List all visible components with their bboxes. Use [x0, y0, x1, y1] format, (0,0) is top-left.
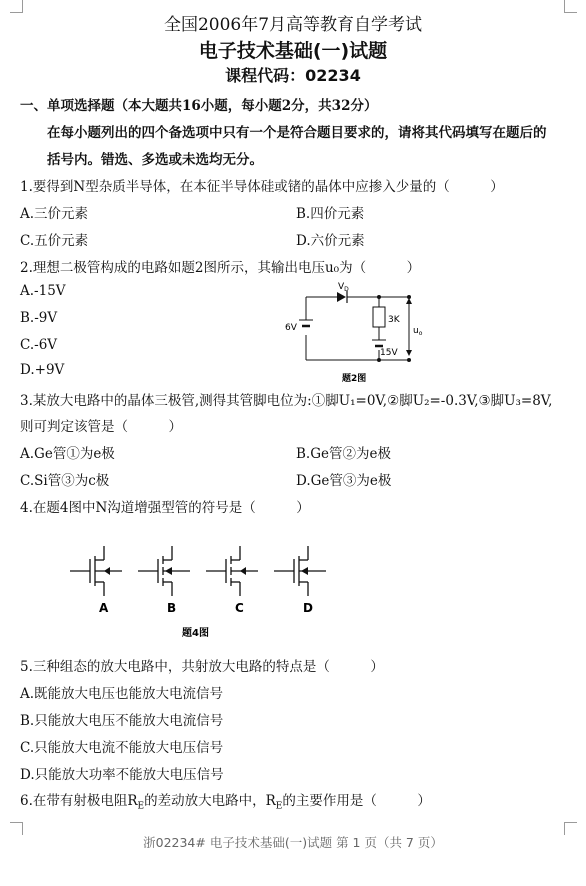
arrow-down-icon: [406, 350, 412, 356]
figure-2-caption: 题2图: [342, 374, 367, 384]
figure-4-caption: 题4图: [182, 628, 209, 639]
question-5-stem: 5.三种组态的放大电路中，共射放大电路的特点是（ ）: [20, 659, 384, 675]
paper-title: 电子技术基础(一)试题: [198, 40, 388, 62]
figure-2-circuit: [282, 280, 422, 388]
junction-dot: [377, 358, 381, 362]
junction-dot: [377, 295, 381, 299]
figure-4-mosfet-symbols: [66, 538, 346, 644]
question-5-option-d: D.只能放大功率不能放大电压信号: [20, 767, 224, 783]
source-6v-label: 6V: [285, 323, 297, 333]
mosfet-label-d: D: [303, 601, 313, 615]
mosfet-b-icon: [138, 546, 190, 596]
question-3-option-a: A.Ge管①为e极: [20, 446, 115, 462]
mosfet-label-a: A: [99, 601, 109, 615]
question-1-option-c: C.五价元素: [20, 233, 89, 249]
output-label: $u_o$: [413, 326, 423, 337]
battery-6v-icon: [299, 320, 313, 326]
arrow-up-icon: [406, 298, 412, 304]
question-3-option-b: B.Ge管②为e极: [296, 446, 391, 462]
question-5-option-b: B.只能放大电压不能放大电流信号: [20, 713, 224, 729]
diode-label: $V_D$: [338, 282, 349, 293]
question-2-option-a: A.-15V: [20, 283, 66, 299]
question-1-option-a: A.三价元素: [20, 206, 89, 222]
output-terminal: [407, 358, 411, 362]
mosfet-a-icon: [70, 546, 122, 596]
question-1-option-d: D.六价元素: [296, 233, 365, 249]
mosfet-label-b: B: [167, 601, 177, 615]
section-heading: 一、单项选择题（本大题共16小题，每小题2分，共32分）: [20, 98, 378, 114]
question-2-option-b: B.-9V: [20, 310, 58, 326]
question-5-option-a: A.既能放大电压也能放大电流信号: [20, 686, 224, 702]
question-5-option-c: C.只能放大电流不能放大电压信号: [20, 740, 224, 756]
battery-15v-icon: [372, 340, 386, 346]
exam-session: 全国2006年7月高等教育自学考试: [163, 15, 423, 35]
question-1-stem: 1.要得到N型杂质半导体，在本征半导体硅或锗的晶体中应掺入少量的（ ）: [20, 179, 504, 195]
mosfet-d-icon: [274, 546, 326, 596]
resistor-label: 3K: [388, 315, 400, 325]
question-3-stem-line2: 则可判定该管是（ ）: [20, 419, 182, 435]
question-4-stem: 4.在题4图中N沟道增强型管的符号是（ ）: [20, 500, 310, 516]
question-3-stem-line1: 3.某放大电路中的晶体三极管,测得其管脚电位为:①脚U₁=0V,②脚U₂=-0.3V,③脚U₃=8V,: [20, 393, 553, 409]
mosfet-c-icon: [206, 546, 258, 596]
question-2-option-d: D.+9V: [20, 362, 65, 378]
question-1-option-b: B.四价元素: [296, 206, 365, 222]
question-6-stem: 6.在带有射极电阻$R_E$的差动放大电路中，$R_E$的主要作用是（ ）: [20, 793, 431, 812]
page-footer: 浙02234# 电子技术基础(一)试题 第 1 页（共 7 页）: [143, 835, 443, 850]
source-15v-label: 15V: [380, 348, 398, 358]
course-code: 课程代码：02234: [225, 66, 361, 85]
question-3-option-d: D.Ge管③为e极: [296, 473, 392, 489]
question-2-option-c: C.-6V: [20, 337, 58, 353]
question-3-option-c: C.Si管③为c极: [20, 473, 110, 489]
section-instruction-line1: 在每小题列出的四个备选项中只有一个是符合题目要求的，请将其代码填写在题后的: [47, 125, 547, 141]
mosfet-label-c: C: [235, 601, 244, 615]
section-instruction-line2: 括号内。错选、多选或未选均无分。: [47, 152, 263, 168]
question-2-stem: 2.理想二极管构成的电路如题2图所示，其输出电压u₀为（ ）: [20, 260, 421, 276]
